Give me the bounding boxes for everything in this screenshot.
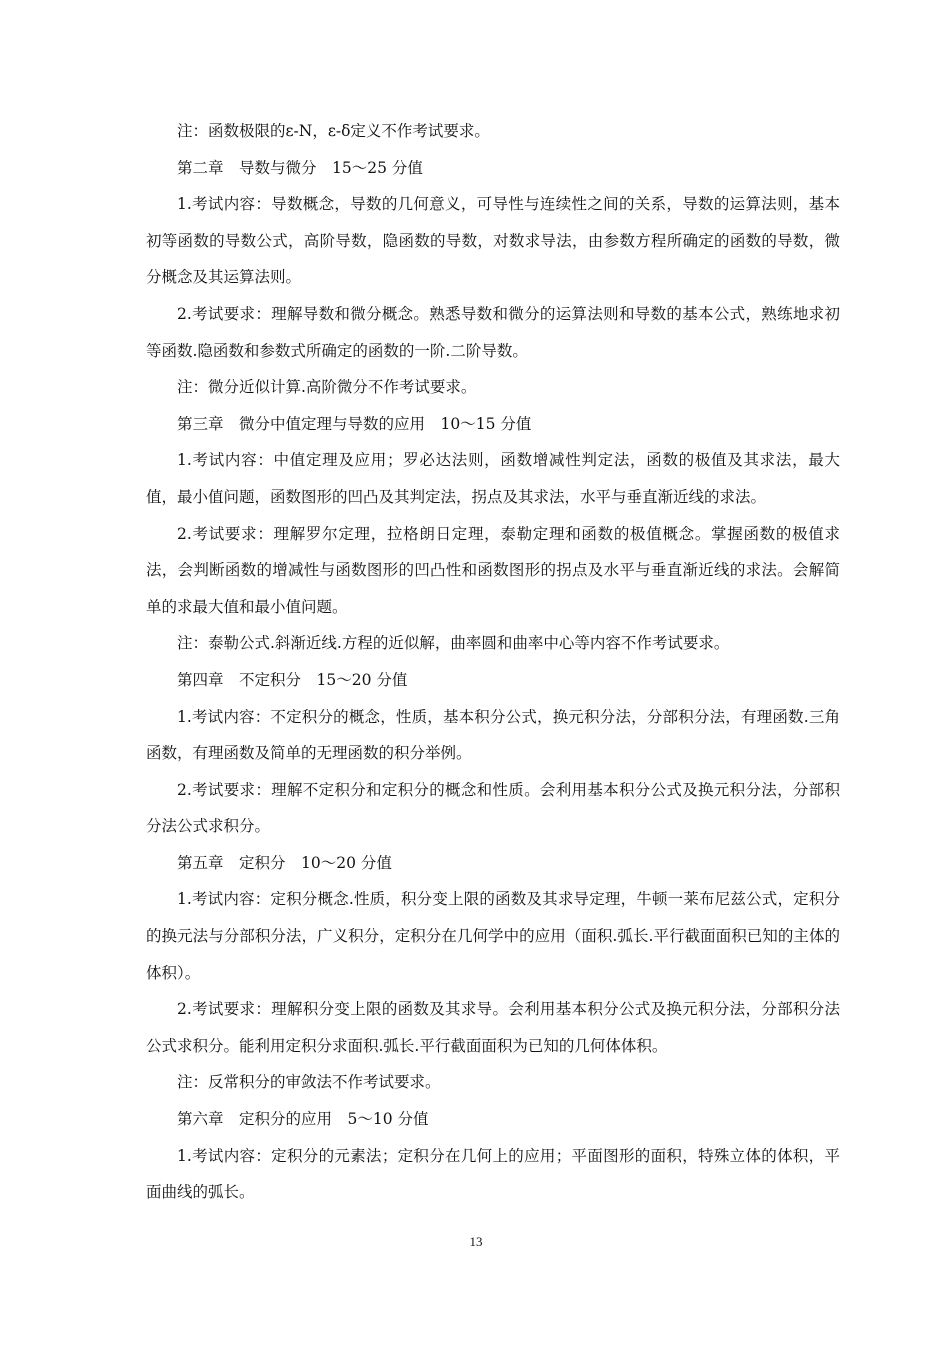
chapter-3-note: 注：泰勒公式.斜渐近线.方程的近似解，曲率圆和曲率中心等内容不作考试要求。: [177, 634, 730, 653]
chapter-4-requirements: 2.考试要求：理解不定积分和定积分的概念和性质。会利用基本积分公式及换元积分法，分部积分法公式求积分。: [146, 780, 840, 836]
chapter-3-content: 1.考试内容：中值定理及应用；罗必达法则，函数增减性判定法，函数的极值及其求法，最大值，最小值问题，函数图形的凹凸及其判定法，拐点及其求法，水平与垂直渐近线的求法。: [146, 451, 840, 506]
chapter-5-heading: 第五章 定积分 10～20 分值: [177, 853, 392, 872]
chapter-5-content: 1.考试内容：定积分概念.性质，积分变上限的函数及其求导定理，牛顿一莱布尼兹公式，定积分的换元法与分部积分法，广义积分，定积分在几何学中的应用（面积.弧长.平行截面面积已知的主体的体积）。: [146, 890, 840, 982]
page-body: [146, 113, 840, 1211]
chapter-2-requirements: 2.考试要求：理解导数和微分概念。熟悉导数和微分的运算法则和导数的基本公式，熟练地求初等函数.隐函数和参数式所确定的函数的一阶.二阶导数。: [146, 304, 840, 360]
note-function-limit: 注：函数极限的ε-N，ε-δ定义不作考试要求。: [177, 122, 490, 140]
chapter-2-heading: 第二章 导数与微分 15～25 分值: [177, 158, 423, 177]
chapter-3-requirements: 2.考试要求：理解罗尔定理，拉格朗日定理，泰勒定理和函数的极值概念。掌握函数的极值求法，会判断函数的增减性与函数图形的凹凸性和函数图形的拐点及水平与垂直渐近线的求法。会解简单的求最大值和最小值问题。: [146, 524, 840, 616]
chapter-2-note: 注：微分近似计算.高阶微分不作考试要求。: [177, 378, 477, 397]
chapter-6-heading: 第六章 定积分的应用 5～10 分值: [177, 1110, 429, 1129]
page-number: 13: [469, 1234, 483, 1249]
chapter-4-content: 1.考试内容：不定积分的概念，性质，基本积分公式，换元积分法，分部积分法，有理函数.三角函数，有理函数及简单的无理函数的积分举例。: [146, 707, 840, 763]
chapter-6-content: 1.考试内容：定积分的元素法；定积分在几何上的应用；平面图形的面积，特殊立体的体积，平面曲线的弧长。: [146, 1146, 840, 1202]
chapter-5-requirements: 2.考试要求：理解积分变上限的函数及其求导。会利用基本积分公式及换元积分法，分部积分法公式求积分。能利用定积分求面积.弧长.平行截面面积为已知的几何体体积。: [146, 1000, 840, 1055]
chapter-5-note: 注：反常积分的审敛法不作考试要求。: [177, 1073, 441, 1092]
chapter-3-heading: 第三章 微分中值定理与导数的应用 10～15 分值: [177, 414, 532, 433]
chapter-4-heading: 第四章 不定积分 15～20 分值: [177, 670, 408, 689]
chapter-2-content: 1.考试内容：导数概念，导数的几何意义，可导性与连续性之间的关系，导数的运算法则，基本初等函数的导数公式，高阶导数，隐函数的导数，对数求导法，由参数方程所确定的函数的导数，微分概念及其运算法则。: [146, 195, 840, 287]
